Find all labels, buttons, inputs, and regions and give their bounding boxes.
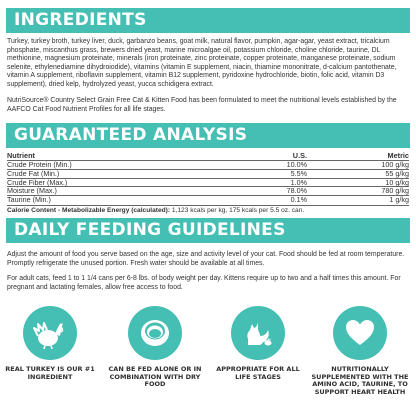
nutrient-metric: 55 g/kg [385,168,409,178]
feature-turkey [0,306,100,381]
analysis-table [7,151,409,204]
ingredients-list: Turkey, turkey broth, turkey liver, duck, garbanzo beans, goat milk, natural flavor, pumpkin, agar-agar, yeast extract, tricalcium phosphate, miscanthus grass, brewers dried yeast, marine microalgae oil, potassium chloride, choline chloride, taurine, DL methionine, magnesium proteinate, minerals (iron proteinate, zinc proteinate, copper proteinate, manganese proteinate, sodium selenite, ethylenediamine dihydroiodide), vitamins (vitamin E supplement, niacin, thiamine mononitrate, d-calcium pantothenate, vitamin A supplement, riboflavin supplement, vitamin B12 supplement, pyridoxine hydrochloride, biotin, folic acid, vitamin D3 supplement), dried kelp, hydrolyzed yeast, yucca schidigera extract. [7,38,397,88]
heart-icon [333,306,387,360]
analysis-heading: GUARANTEED ANALYSIS [6,123,410,148]
calorie-label: Calorie Content - Metabolizable Energy (calculated): [7,207,171,214]
table-row [7,195,409,204]
nutrient-metric: 100 g/kg [381,160,409,169]
table-row [7,186,409,195]
nutrient-metric: 780 g/kg [381,186,409,196]
feature-label: CAN BE FED ALONE OR IN COMBINATION WITH DRY FOOD [108,365,202,389]
table-header [7,151,409,160]
feeding-paragraph-2: For adult cats, feed 1 to 1 1/4 cans per 6-8 lbs. of body weight per day. Kittens require up to two and a half times this amount. For pregnant and lactating females, allow free access to food. [7,275,401,291]
table-row [7,169,409,178]
nutrient-name: Moisture (Max.) [7,186,57,196]
nutrient-name: Crude Fat (Min.) [7,168,60,178]
ingredients-heading: INGREDIENTS [6,8,410,33]
nutrient-us: 1.0% [290,177,307,187]
nutrient-name: Crude Fiber (Max.) [7,177,68,187]
column-header-nutrient: Nutrient [7,151,35,160]
feature-label: REAL TURKEY IS OUR #1 INGREDIENT [5,365,95,381]
feature-label: NUTRITIONALLY SUPPLEMENTED WITH THE AMINO ACID, TAURINE, TO SUPPORT HEART HEALTH [311,365,409,396]
column-header-metric: Metric [387,151,409,160]
nutrient-name: Taurine (Min.) [7,195,51,205]
feeding-heading: DAILY FEEDING GUIDELINES [6,218,410,243]
bowl-icon [128,306,182,360]
aafco-statement: NutriSource® Country Select Grain Free Cat & Kitten Food has been formulated to meet the nutritional levels established by the AAFCO Cat Food Nutrient Profiles for all life stages. [7,97,397,113]
cat-icon [231,306,285,360]
feature-bowl [105,306,205,389]
turkey-icon [23,306,77,360]
feature-heart [310,306,410,396]
nutrient-name: Crude Protein (Min.) [7,160,72,169]
nutrient-us: 10.0% [286,160,307,169]
nutrient-metric: 10 g/kg [385,177,409,187]
calorie-value: 1,123 kcals per kg, 175 kcals per 5.5 oz. can. [171,207,305,214]
nutrient-us: 78.0% [286,186,307,196]
calorie-content [7,205,409,215]
feeding-paragraph-1: Adjust the amount of food you serve based on the age, size and activity level of your cat. Food should be fed at room temperature. Promptly refrigerate the unused portion. Fresh water should be available at all times. [7,251,405,267]
feature-label: APPROPRIATE FOR ALL LIFE STAGES [216,365,300,381]
table-row [7,178,409,187]
feature-cat [208,306,308,381]
column-header-us: U.S. [292,151,307,160]
nutrient-us: 0.1% [290,195,307,205]
table-row [7,160,409,169]
nutrient-us: 5.5% [290,168,307,178]
nutrient-metric: 1 g/kg [389,195,409,205]
